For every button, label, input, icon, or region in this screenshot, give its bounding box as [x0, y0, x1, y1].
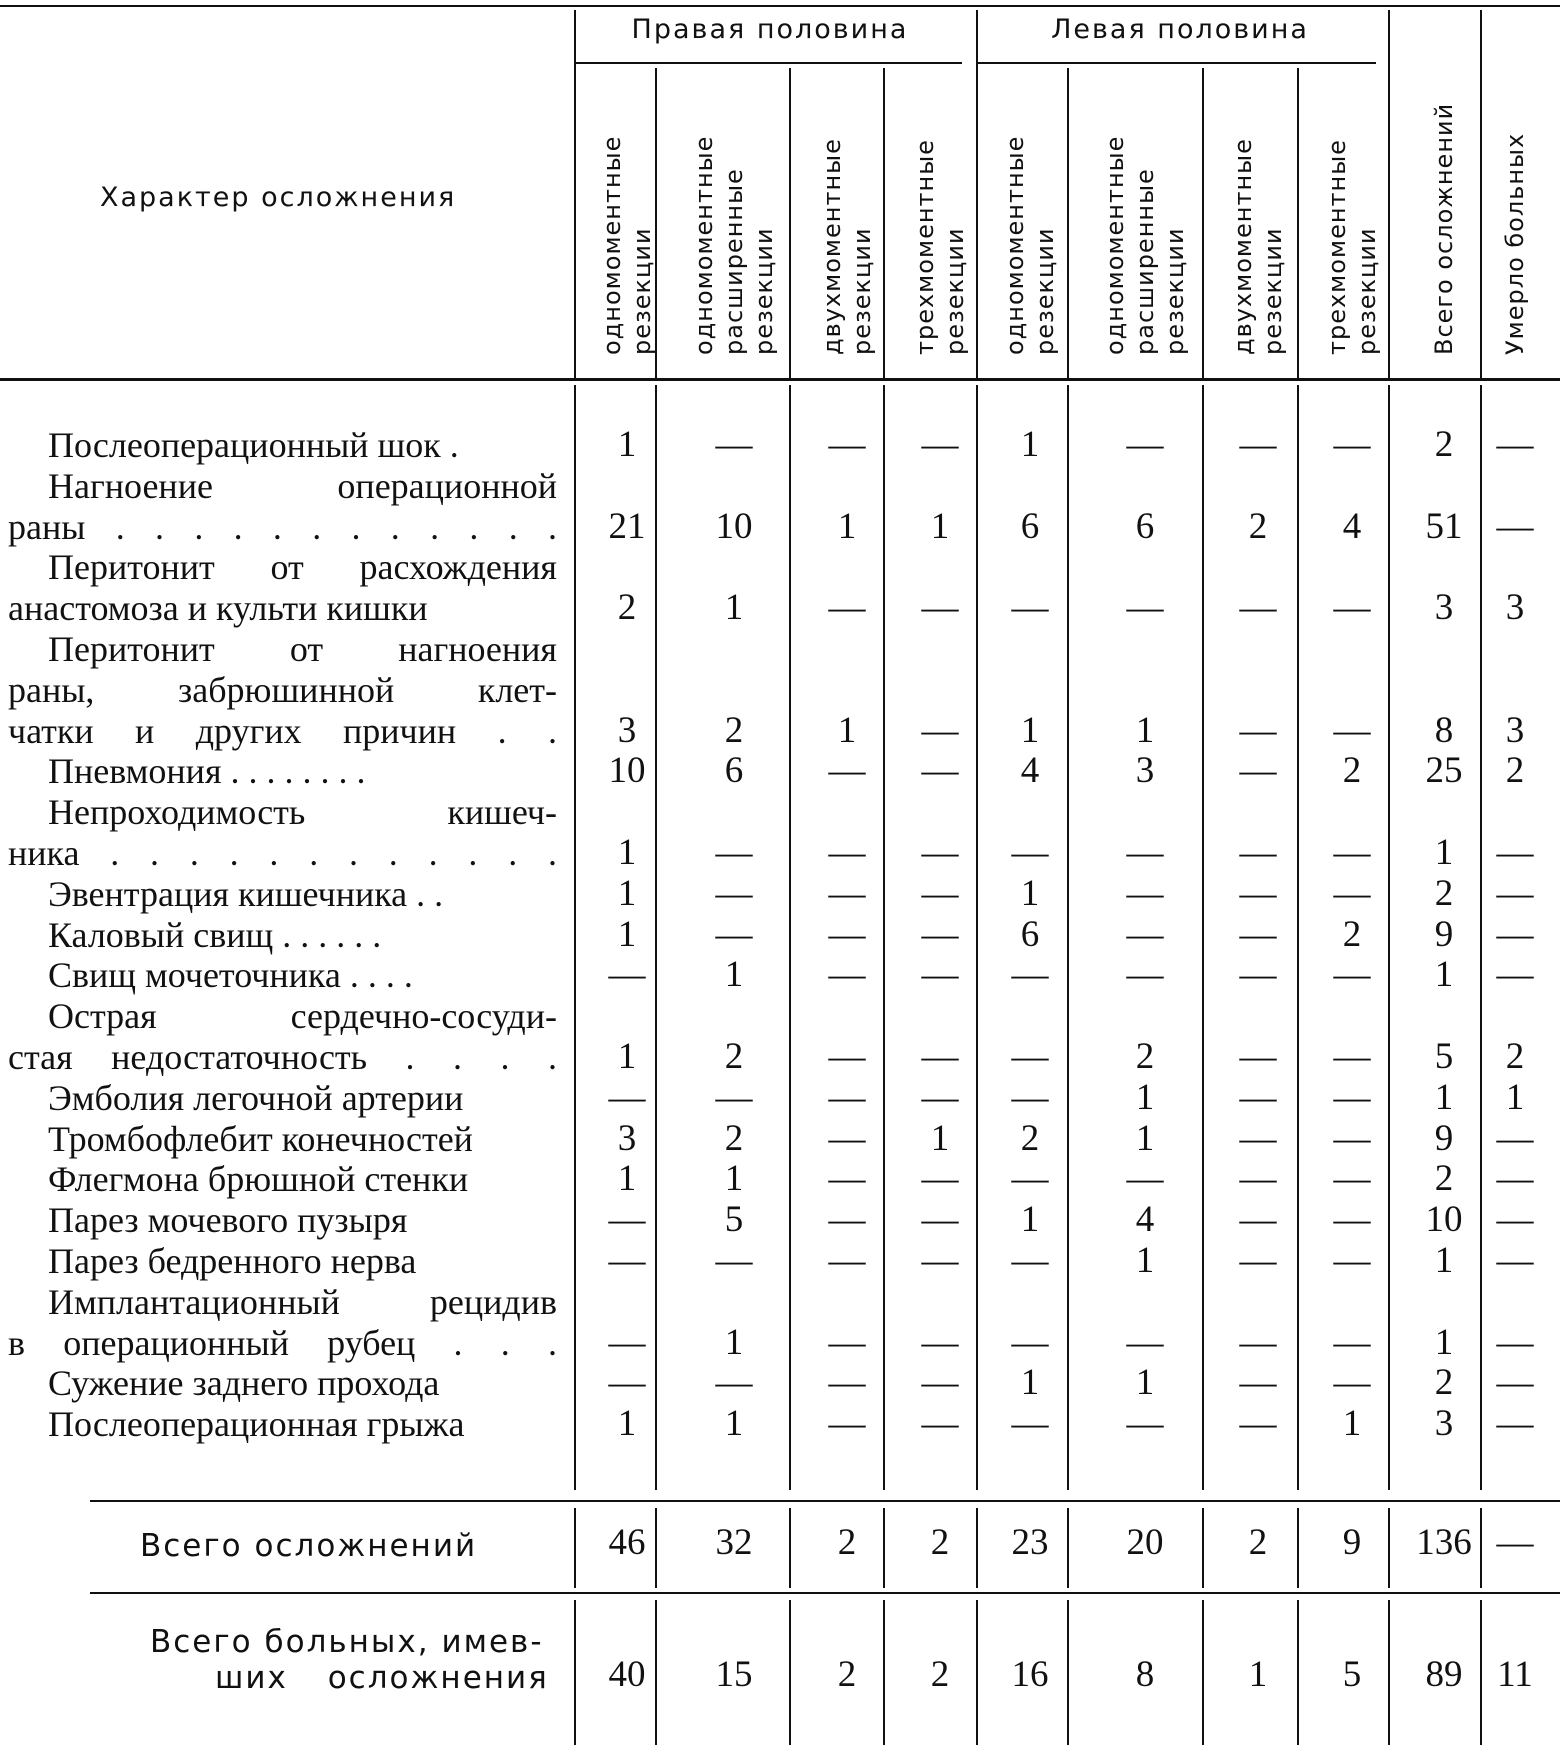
table-cell: 3: [1434, 587, 1454, 629]
table-cell: —: [1126, 1403, 1164, 1445]
table-cell: —: [1126, 954, 1164, 996]
table-cell: —: [828, 1158, 866, 1200]
total-label: Всего больных, имев-: [150, 1624, 544, 1660]
table-cell: 6: [724, 750, 744, 792]
table-cell: —: [1239, 1158, 1277, 1200]
table-cell: —: [608, 1321, 646, 1363]
table-cell: —: [1496, 954, 1534, 996]
table-cell: 21: [608, 505, 646, 547]
header-divider: [976, 10, 978, 378]
header-divider: [883, 68, 885, 378]
table-cell: 1: [724, 1158, 744, 1200]
table-cell: —: [1333, 1076, 1371, 1118]
table-cell: 9: [1434, 1117, 1454, 1159]
table-cell: —: [1011, 1076, 1049, 1118]
total-cell: 2: [930, 1522, 950, 1563]
table-cell: 1: [617, 1403, 637, 1445]
table-cell: 5: [724, 1199, 744, 1241]
table-cell: 1: [617, 1036, 637, 1077]
table-cell: 2: [1342, 750, 1362, 792]
table-cell: —: [1126, 832, 1164, 873]
table-cell: 1: [1020, 1199, 1040, 1241]
row-label: стая недостаточность . . . .: [8, 1037, 557, 1077]
table-cell: —: [828, 1240, 866, 1281]
column-header: резекции: [1259, 227, 1287, 355]
table-cell: —: [828, 1403, 866, 1445]
header-divider: [1480, 10, 1482, 378]
row-label: Свищ мочеточника . . . .: [48, 955, 413, 996]
total-cell: 1: [1248, 1654, 1268, 1695]
total-cell: 2: [930, 1654, 950, 1695]
total-cell: 2: [837, 1654, 857, 1695]
table-cell: 10: [1425, 1199, 1463, 1241]
table-cell: 3: [1505, 587, 1525, 629]
table-cell: 1: [1020, 872, 1040, 914]
table-cell: 2: [724, 1117, 744, 1159]
table-cell: —: [1333, 587, 1371, 629]
table-cell: —: [828, 1117, 866, 1159]
table-cell: —: [1333, 1117, 1371, 1159]
table-cell: 1: [1135, 1117, 1155, 1159]
table-cell: —: [921, 587, 959, 629]
table-cell: —: [1496, 1158, 1534, 1200]
table-cell: —: [1126, 872, 1164, 914]
table-cell: 2: [1342, 913, 1362, 955]
table-cell: 1: [617, 424, 637, 465]
table-cell: —: [921, 1076, 959, 1118]
table-cell: 2: [1135, 1036, 1155, 1077]
table-cell: —: [828, 587, 866, 629]
header-divider: [1067, 68, 1069, 378]
table-cell: 1: [1135, 1362, 1155, 1404]
table-cell: —: [828, 1362, 866, 1404]
column-divider: [1202, 385, 1204, 1490]
table-cell: —: [715, 1240, 753, 1281]
table-cell: —: [1333, 1240, 1371, 1281]
table-cell: 1: [724, 587, 744, 629]
table-cell: 2: [617, 587, 637, 629]
column-divider: [789, 1508, 791, 1588]
column-header: одномоментные: [598, 135, 626, 355]
column-divider: [574, 385, 576, 1490]
table-cell: —: [1239, 1321, 1277, 1363]
table-cell: —: [921, 954, 959, 996]
table-cell: —: [715, 424, 753, 465]
table-cell: —: [921, 709, 959, 751]
row-label: Непроходимость кишеч-: [48, 792, 557, 833]
total-cell: 5: [1342, 1654, 1362, 1695]
table-cell: —: [1011, 1321, 1049, 1363]
table-cell: —: [1496, 1403, 1534, 1445]
table-top-rule: [0, 5, 1560, 7]
total-cell: 89: [1425, 1654, 1463, 1695]
row-label: Послеоперационная грыжа: [48, 1404, 465, 1445]
total-cell: 2: [837, 1522, 857, 1563]
header-divider: [1388, 10, 1390, 378]
table-cell: —: [1333, 1362, 1371, 1404]
column-divider: [574, 1600, 576, 1745]
table-cell: 2: [1434, 1362, 1454, 1404]
table-cell: 1: [930, 1117, 950, 1159]
table-cell: 1: [837, 709, 857, 751]
table-cell: —: [828, 913, 866, 955]
column-header: расширенные: [720, 168, 748, 355]
total-label: ших осложнения: [215, 1660, 549, 1696]
table-cell: 1: [724, 954, 744, 996]
table-cell: 1: [724, 1321, 744, 1363]
table-cell: 1: [1135, 1240, 1155, 1281]
total-cell: 46: [608, 1522, 646, 1563]
row-label: анастомоза и культи кишки: [8, 588, 428, 629]
table-cell: —: [1239, 1362, 1277, 1404]
row-label: Эмболия легочной артерии: [48, 1077, 464, 1118]
table-cell: —: [608, 1076, 646, 1118]
table-cell: —: [828, 1076, 866, 1118]
table-cell: —: [715, 872, 753, 914]
total-cell: 20: [1126, 1522, 1164, 1563]
table-cell: 51: [1425, 505, 1463, 547]
total-cell: 11: [1497, 1654, 1533, 1695]
table-cell: —: [828, 832, 866, 873]
column-header: одномоментные: [1001, 135, 1029, 355]
table-cell: 4: [1020, 750, 1040, 792]
table-cell: —: [1333, 709, 1371, 751]
total-cell: —: [1496, 1522, 1534, 1563]
table-cell: 2: [1505, 1036, 1525, 1077]
column-divider: [1202, 1508, 1204, 1588]
column-header: резекции: [1031, 227, 1059, 355]
table-cell: —: [1239, 750, 1277, 792]
table-cell: —: [715, 1362, 753, 1404]
row-label: Флегмона брюшной стенки: [48, 1159, 469, 1200]
row-label: Тромбофлебит конечностей: [48, 1118, 473, 1159]
row-label: раны . . . . . . . . . . . .: [8, 506, 557, 547]
table-cell: —: [1333, 1199, 1371, 1241]
table-cell: —: [1496, 505, 1534, 547]
column-header: двухмоментные: [818, 138, 846, 355]
table-cell: —: [828, 954, 866, 996]
table-cell: —: [1126, 587, 1164, 629]
table-cell: —: [828, 1321, 866, 1363]
table-cell: —: [1126, 424, 1164, 465]
table-cell: —: [1239, 872, 1277, 914]
table-cell: —: [1011, 954, 1049, 996]
table-cell: 3: [1505, 709, 1525, 751]
table-cell: 1: [617, 1158, 637, 1200]
total-cell: 23: [1011, 1522, 1049, 1563]
table-cell: —: [608, 1199, 646, 1241]
table-cell: 1: [617, 913, 637, 955]
column-header: резекции: [628, 227, 656, 355]
column-header: одномоментные: [1101, 135, 1129, 355]
table-cell: 3: [617, 709, 637, 751]
table-cell: 1: [1505, 1076, 1525, 1118]
table-cell: —: [921, 1321, 959, 1363]
table-cell: 1: [1020, 1362, 1040, 1404]
table-cell: —: [828, 750, 866, 792]
group-header: Правая половина: [631, 14, 909, 45]
table-cell: —: [1333, 1321, 1371, 1363]
table-cell: 6: [1020, 505, 1040, 547]
table-cell: —: [1239, 832, 1277, 873]
row-label: Сужение заднего прохода: [48, 1363, 440, 1404]
table-cell: 6: [1135, 505, 1155, 547]
column-header: резекции: [848, 227, 876, 355]
table-cell: —: [1496, 1321, 1534, 1363]
table-cell: —: [1239, 913, 1277, 955]
table-cell: 2: [724, 709, 744, 751]
row-label: Пневмония . . . . . . . .: [48, 751, 366, 792]
total-cell: 15: [715, 1654, 753, 1695]
row-label: Каловый свищ . . . . . .: [48, 914, 382, 955]
table-cell: —: [1496, 424, 1534, 465]
table-cell: —: [921, 832, 959, 873]
total-cell: 32: [715, 1522, 753, 1563]
header-divider: [1297, 68, 1299, 378]
row-label: в операционный рубец . . .: [8, 1322, 557, 1363]
table-cell: 1: [1434, 1321, 1454, 1363]
table-cell: 5: [1434, 1036, 1454, 1077]
table-cell: —: [1496, 872, 1534, 914]
table-cell: —: [921, 1036, 959, 1077]
table-cell: —: [1239, 1036, 1277, 1077]
row-label: Имплантационный рецидив: [48, 1281, 557, 1322]
table-cell: —: [1011, 832, 1049, 873]
table-cell: —: [828, 1036, 866, 1077]
row-label: ника . . . . . . . . . . . .: [8, 833, 557, 873]
table-cell: 3: [1434, 1403, 1454, 1445]
table-cell: 4: [1342, 505, 1362, 547]
table-cell: —: [1239, 424, 1277, 465]
table-cell: 2: [1020, 1117, 1040, 1159]
row-label: Парез мочевого пузыря: [48, 1200, 408, 1241]
table-cell: —: [715, 832, 753, 873]
table-cell: 2: [1434, 872, 1454, 914]
column-header: резекции: [1353, 227, 1381, 355]
group-underline: [976, 62, 1376, 64]
column-divider: [1202, 1600, 1204, 1745]
header-bottom-rule: [0, 378, 1560, 381]
table-cell: —: [1496, 1240, 1534, 1281]
column-divider: [574, 1508, 576, 1588]
table-cell: 9: [1434, 913, 1454, 955]
table-cell: —: [715, 913, 753, 955]
table-cell: —: [1126, 913, 1164, 955]
table-cell: 10: [715, 505, 753, 547]
table-cell: 4: [1135, 1199, 1155, 1241]
table-cell: —: [1333, 832, 1371, 873]
header-divider: [1202, 68, 1204, 378]
table-cell: —: [828, 872, 866, 914]
table-cell: —: [921, 750, 959, 792]
table-cell: 1: [1434, 832, 1454, 873]
total-cell: 40: [608, 1654, 646, 1695]
table-cell: 1: [1434, 1076, 1454, 1118]
column-header: одномоментные: [690, 135, 718, 355]
table-cell: 2: [1248, 505, 1268, 547]
table-cell: 6: [1020, 913, 1040, 955]
table-cell: 1: [617, 832, 637, 873]
table-cell: 1: [1434, 954, 1454, 996]
table-cell: 1: [617, 872, 637, 914]
table-cell: 8: [1434, 709, 1454, 751]
table-cell: 3: [617, 1117, 637, 1159]
column-header: резекции: [941, 227, 969, 355]
table-cell: 1: [930, 505, 950, 547]
table-cell: —: [1239, 1403, 1277, 1445]
table-cell: —: [608, 1362, 646, 1404]
table-cell: —: [828, 424, 866, 465]
table-cell: —: [921, 1403, 959, 1445]
table-cell: 1: [1434, 1240, 1454, 1281]
table-cell: —: [828, 1199, 866, 1241]
table-cell: —: [1239, 1117, 1277, 1159]
table-cell: —: [1496, 1199, 1534, 1241]
column-header: трехмоментные: [911, 139, 939, 355]
table-cell: —: [608, 954, 646, 996]
table-cell: 1: [1135, 1076, 1155, 1118]
table-cell: —: [921, 1362, 959, 1404]
row-label: Послеоперационный шок .: [48, 425, 459, 465]
row-label: Парез бедренного нерва: [48, 1241, 417, 1281]
table-cell: —: [921, 1240, 959, 1281]
column-divider: [789, 1600, 791, 1745]
table-cell: —: [1333, 1036, 1371, 1077]
row-label: Перитонит от расхождения: [48, 547, 557, 588]
column-header: Всего осложнений: [1430, 102, 1458, 355]
table-cell: 3: [1135, 750, 1155, 792]
column-header: трехмоментные: [1323, 139, 1351, 355]
table-cell: —: [1333, 1158, 1371, 1200]
table-cell: —: [1496, 1117, 1534, 1159]
table-cell: —: [921, 424, 959, 465]
table-cell: 10: [608, 750, 646, 792]
group-header: Левая половина: [1051, 14, 1309, 45]
table-cell: —: [1126, 1158, 1164, 1200]
table-cell: —: [1126, 1321, 1164, 1363]
header-divider: [574, 10, 576, 378]
table-cell: —: [1011, 587, 1049, 629]
table-cell: 2: [724, 1036, 744, 1077]
table-cell: 1: [724, 1403, 744, 1445]
row-label: Перитонит от нагноения: [48, 629, 557, 669]
total-cell: 16: [1011, 1654, 1049, 1695]
column-header: расширенные: [1131, 168, 1159, 355]
table-cell: —: [1333, 424, 1371, 465]
row-label: Острая сердечно-сосуди-: [48, 996, 557, 1037]
table-cell: 1: [1342, 1403, 1362, 1445]
column-header: резекции: [750, 227, 778, 355]
row-label: Нагноение операционной: [48, 465, 557, 506]
table-cell: —: [1239, 1076, 1277, 1118]
totals-rule-2: [90, 1592, 1560, 1594]
row-header-label: Характер осложнения: [100, 182, 457, 213]
table-cell: 2: [1505, 750, 1525, 792]
column-header: Умерло больных: [1501, 132, 1529, 355]
table-cell: 1: [837, 505, 857, 547]
table-cell: 2: [1434, 424, 1454, 465]
header-divider: [789, 68, 791, 378]
table-cell: —: [921, 1158, 959, 1200]
total-cell: 136: [1416, 1522, 1472, 1563]
total-cell: 9: [1342, 1522, 1362, 1563]
table-cell: —: [921, 872, 959, 914]
total-label: Всего осложнений: [140, 1528, 478, 1564]
table-cell: —: [1496, 913, 1534, 955]
row-label: чатки и других причин . .: [8, 710, 557, 751]
total-cell: 8: [1135, 1654, 1155, 1695]
table-cell: —: [1011, 1036, 1049, 1077]
table-cell: —: [1239, 1240, 1277, 1281]
table-cell: —: [1011, 1158, 1049, 1200]
column-header: резекции: [1161, 227, 1189, 355]
table-cell: 25: [1425, 750, 1463, 792]
table-cell: —: [1239, 709, 1277, 751]
table-cell: —: [1239, 587, 1277, 629]
total-cell: 2: [1248, 1522, 1268, 1563]
table-cell: —: [1333, 872, 1371, 914]
table-cell: —: [1011, 1403, 1049, 1445]
column-header: двухмоментные: [1229, 138, 1257, 355]
table-cell: —: [715, 1076, 753, 1118]
table-cell: —: [1496, 1362, 1534, 1404]
row-label: раны, забрюшинной клет-: [8, 669, 557, 710]
table-cell: —: [921, 1199, 959, 1241]
table-cell: 1: [1135, 709, 1155, 751]
table-cell: —: [1011, 1240, 1049, 1281]
table-cell: 2: [1434, 1158, 1454, 1200]
group-underline: [574, 62, 962, 64]
table-cell: —: [1239, 1199, 1277, 1241]
row-label: Эвентрация кишечника . .: [48, 873, 444, 914]
table-cell: —: [1239, 954, 1277, 996]
table-cell: —: [1333, 954, 1371, 996]
table-cell: —: [1496, 832, 1534, 873]
table-cell: 1: [1020, 709, 1040, 751]
table-cell: —: [608, 1240, 646, 1281]
table-cell: —: [921, 913, 959, 955]
totals-rule-1: [90, 1500, 1560, 1502]
column-divider: [789, 385, 791, 1490]
table-cell: 1: [1020, 424, 1040, 465]
